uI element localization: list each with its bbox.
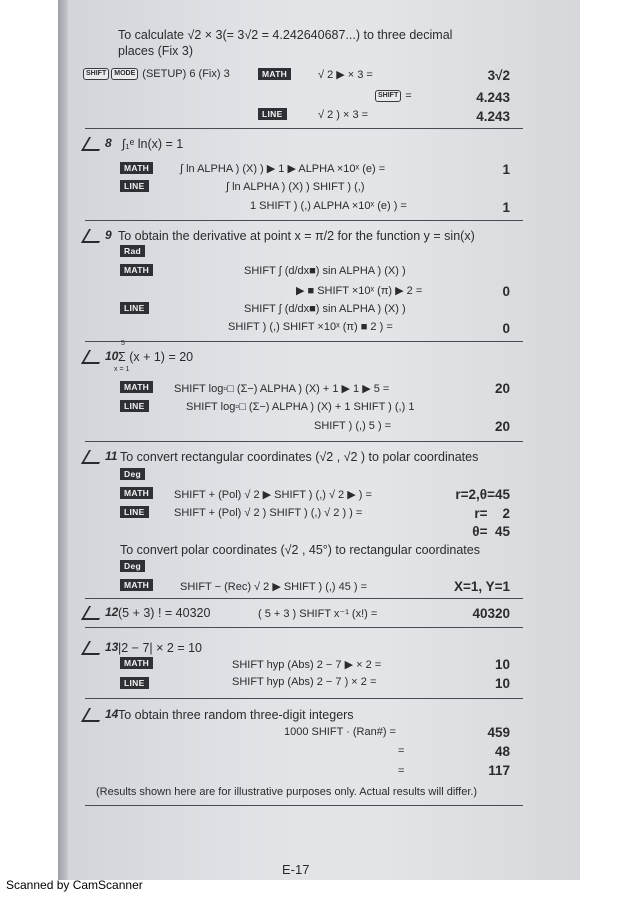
sum-lower-limit: x = 1: [114, 366, 130, 373]
top-result-3: 4.243: [476, 109, 510, 124]
s9-math-result: 0: [502, 284, 510, 299]
equals-key: =: [398, 745, 405, 757]
divider: [85, 128, 523, 129]
line-tag: LINE: [120, 506, 149, 518]
s11-math-result-2: X=1, Y=1: [453, 579, 510, 594]
scanner-credit: Scanned by CamScanner: [6, 878, 143, 892]
example-number-text: 14: [105, 707, 119, 721]
s11-math-sequence-2: SHIFT − (Rec) √ 2 ▶ SHIFT ) (,) 45 ) =: [180, 581, 368, 593]
s14-result-3: 117: [488, 763, 510, 778]
example-10-number: [85, 349, 118, 364]
s10-line-result: 20: [494, 419, 510, 434]
example-9-title: To obtain the derivative at point x = π/2 for the function y = sin(x): [118, 229, 475, 243]
math-tag: MATH: [120, 381, 153, 393]
shift-key: SHIFT: [375, 90, 401, 102]
pencil-icon: [81, 229, 107, 243]
example-number-text: 9: [105, 228, 112, 242]
top-result-2: 4.243: [476, 90, 510, 105]
s8-math-result: 1: [502, 162, 510, 177]
intro-line-2: places (Fix 3): [118, 44, 194, 58]
s8-line-result: 1: [502, 200, 510, 215]
example-number-text: 10: [105, 349, 119, 363]
line-tag: LINE: [258, 108, 287, 120]
s10-line-sequence-1: SHIFT log▫□ (Σ−) ALPHA ) (X) + 1 SHIFT ) (,) 1: [186, 401, 415, 413]
s8-math-sequence: ∫ ln ALPHA ) (X) ) ▶ 1 ▶ ALPHA ×10ˣ (e) =: [180, 163, 386, 175]
s9-math-sequence-2: ▶ ■ SHIFT ×10ˣ (π) ▶ 2 =: [296, 285, 423, 297]
math-tag: MATH: [120, 162, 153, 174]
s9-line-sequence-2: SHIFT ) (,) SHIFT ×10ˣ (π) ■ 2 ) =: [228, 321, 393, 333]
s13-math-result: 10: [494, 657, 510, 672]
mode-key: MODE: [111, 68, 138, 80]
pencil-icon: [81, 350, 107, 364]
divider: [85, 598, 523, 599]
pencil-icon: [81, 450, 107, 464]
example-9-number: [85, 228, 112, 243]
example-12-title: (5 + 3) ! = 40320: [118, 606, 211, 620]
example-8-title: ∫₁ᵉ ln(x) = 1: [122, 137, 184, 151]
divider: [85, 627, 523, 628]
divider: [85, 220, 523, 221]
equals-key: =: [405, 90, 412, 102]
line-tag: LINE: [120, 180, 149, 192]
top-result-1: 3√2: [487, 68, 510, 83]
divider: [85, 698, 523, 699]
line-tag: LINE: [120, 400, 149, 412]
s13-math-sequence: SHIFT hyp (Abs) 2 − 7 ▶ × 2 =: [232, 659, 382, 671]
deg-tag: Deg: [120, 560, 145, 572]
sum-upper-limit: 5: [121, 340, 125, 347]
s13-line-result: 10: [494, 676, 510, 691]
s10-line-sequence-2: SHIFT ) (,) 5 ) =: [314, 420, 392, 432]
s9-line-sequence-1: SHIFT ∫ (d/dx■) sin ALPHA ) (X) ): [244, 303, 406, 315]
example-number-text: 12: [105, 605, 119, 619]
s12-result: 40320: [472, 606, 510, 621]
rad-tag: Rad: [120, 245, 145, 257]
top-shift-sequence: [374, 90, 412, 102]
results-disclaimer: (Results shown here are for illustrative purposes only. Actual results will differ.): [96, 786, 478, 798]
s14-sequence: 1000 SHIFT · (Ran#) =: [284, 726, 396, 738]
example-12-number: [85, 605, 118, 620]
s10-math-sequence: SHIFT log▫□ (Σ−) ALPHA ) (X) + 1 ▶ 1 ▶ 5 =: [174, 383, 390, 395]
example-13-number: [85, 640, 118, 655]
divider: [85, 441, 523, 442]
deg-tag: Deg: [120, 468, 145, 480]
s11-line-result-r: r= 2: [474, 506, 510, 521]
shift-key: SHIFT: [83, 68, 109, 80]
setup-sequence: [82, 68, 230, 80]
s9-line-result: 0: [502, 321, 510, 336]
s9-math-sequence-1: SHIFT ∫ (d/dx■) sin ALPHA ) (X) ): [244, 265, 406, 277]
math-tag: MATH: [120, 579, 153, 591]
example-11-title-2: To convert polar coordinates (√2 , 45°) to rectangular coordinates: [120, 543, 480, 557]
divider: [85, 805, 523, 806]
example-10-title: Σ (x + 1) = 20: [118, 350, 194, 364]
example-14-number: [85, 707, 118, 722]
s14-result-1: 459: [487, 725, 510, 740]
s12-sequence: ( 5 + 3 ) SHIFT x⁻¹ (x!) =: [258, 608, 378, 620]
example-11-number: [85, 449, 117, 464]
top-math-sequence: √ 2 ▶ × 3 =: [318, 69, 373, 81]
page-binding-shadow: [58, 0, 68, 880]
example-number-text: 13: [105, 640, 119, 654]
pencil-icon: [81, 137, 107, 151]
pencil-icon: [81, 641, 107, 655]
divider: [85, 341, 523, 342]
s11-math-result: r=2,θ=45: [455, 487, 510, 502]
line-tag: LINE: [120, 302, 149, 314]
s11-math-sequence: SHIFT + (Pol) √ 2 ▶ SHIFT ) (,) √ 2 ▶ ) =: [174, 489, 372, 501]
s14-result-2: 48: [494, 744, 510, 759]
s8-line-sequence-1: ∫ ln ALPHA ) (X) ) SHIFT ) (,): [226, 181, 365, 193]
s8-line-sequence-2: 1 SHIFT ) (,) ALPHA ×10ˣ (e) ) =: [250, 200, 407, 212]
math-tag: MATH: [120, 487, 153, 499]
s10-math-result: 20: [494, 381, 510, 396]
s11-line-sequence: SHIFT + (Pol) √ 2 ) SHIFT ) (,) √ 2 ) ) =: [174, 507, 363, 519]
example-13-title: |2 − 7| × 2 = 10: [118, 641, 202, 655]
line-tag: LINE: [120, 677, 149, 689]
pencil-icon: [81, 708, 107, 722]
equals-key: =: [398, 765, 405, 777]
math-tag: MATH: [120, 264, 153, 276]
example-8-number: [85, 136, 112, 151]
top-line-sequence: √ 2 ) × 3 =: [318, 109, 369, 121]
example-number-text: 8: [105, 136, 112, 150]
pencil-icon: [81, 606, 107, 620]
example-14-title: To obtain three random three-digit integers: [118, 708, 354, 722]
math-tag: MATH: [120, 657, 153, 669]
s11-line-result-theta: θ= 45: [472, 524, 510, 539]
intro-line-1: To calculate √2 × 3(= 3√2 = 4.242640687...) to three decimal: [118, 28, 453, 42]
setup-keys: (SETUP) 6 (Fix) 3: [142, 68, 230, 80]
example-number-text: 11: [105, 449, 118, 463]
page-number: E-17: [282, 862, 310, 877]
s13-line-sequence: SHIFT hyp (Abs) 2 − 7 ) × 2 =: [232, 676, 377, 688]
example-11-title: To convert rectangular coordinates (√2 , √2 ) to polar coordinates: [120, 450, 479, 464]
math-tag: MATH: [258, 68, 291, 80]
